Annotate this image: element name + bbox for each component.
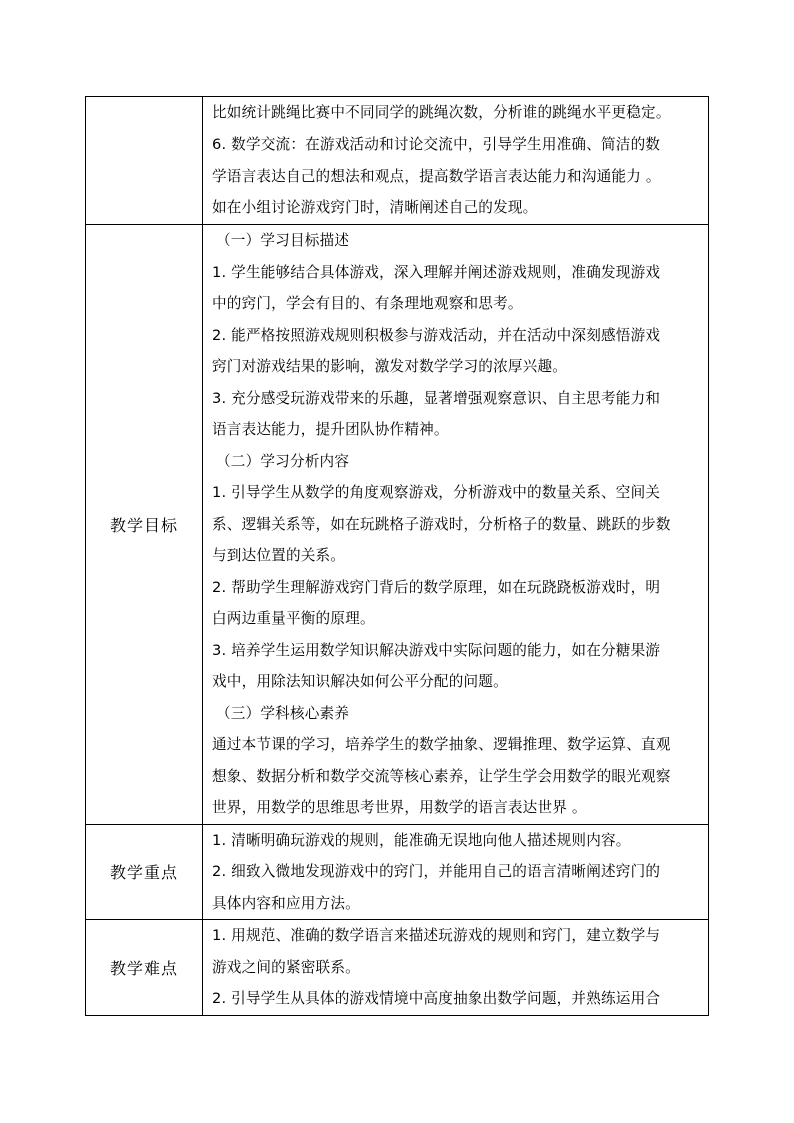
content-line: 与到达位置的关系。 bbox=[212, 547, 346, 565]
content-line: 学语言表达自己的想法和观点，提高数学语言表达能力和沟通能力 。 bbox=[212, 167, 661, 185]
content-line: 中的窍门，学会有目的、有条理地观察和思考。 bbox=[212, 295, 523, 313]
table-row bbox=[86, 97, 709, 225]
table-row bbox=[86, 920, 709, 1016]
row-label bbox=[86, 97, 203, 225]
content-line: 2. 帮助学生理解游戏窍门背后的数学原理，如在玩跷跷板游戏时，明 bbox=[212, 578, 661, 596]
content-line: 1. 引导学生从数学的角度观察游戏，分析游戏中的数量关系、空间关 bbox=[212, 484, 661, 502]
content-line: 语言表达能力，提升团队协作精神。 bbox=[212, 421, 449, 439]
row-content bbox=[203, 97, 709, 225]
row-label-key-points: 教学重点 bbox=[86, 824, 203, 920]
content-line: 游戏之间的紧密联系。 bbox=[212, 958, 360, 976]
section-heading: （二）学习分析内容 bbox=[216, 452, 350, 470]
content-line: 6. 数学交流：在游戏活动和讨论交流中，引导学生用准确、简洁的数 bbox=[212, 135, 661, 153]
lesson-plan-table bbox=[85, 96, 709, 1016]
content-line: 世界，用数学的思维思考世界，用数学的语言表达世界 。 bbox=[212, 799, 587, 817]
content-line: 想象、数据分析和数学交流等核心素养，让学生学会用数学的眼光观察 bbox=[212, 767, 671, 785]
row-label-teaching-goals: 教学目标 bbox=[86, 225, 203, 825]
content-line: 具体内容和应用方法。 bbox=[212, 894, 360, 912]
content-line: 2. 能严格按照游戏规则积极参与游戏活动，并在活动中深刻感悟游戏 bbox=[212, 326, 661, 344]
content-line: 3. 充分感受玩游戏带来的乐趣，显著增强观察意识、自主思考能力和 bbox=[212, 389, 661, 407]
section-heading: （一）学习目标描述 bbox=[216, 232, 350, 250]
content-line: 1. 用规范、准确的数学语言来描述玩游戏的规则和窍门，建立数学与 bbox=[212, 927, 661, 945]
row-content bbox=[203, 225, 709, 825]
content-line: 戏中，用除法知识解决如何公平分配的问题。 bbox=[212, 673, 508, 691]
table-row bbox=[86, 225, 709, 825]
content-line: 通过本节课的学习，培养学生的数学抽象、逻辑推理、数学运算、直观 bbox=[212, 736, 671, 754]
content-line: 3. 培养学生运用数学知识解决游戏中实际问题的能力，如在分糖果游 bbox=[212, 641, 661, 659]
content-line: 1. 学生能够结合具体游戏，深入理解并阐述游戏规则，准确发现游戏 bbox=[212, 263, 661, 281]
section-heading: （三）学科核心素养 bbox=[216, 704, 350, 722]
row-label-difficulties: 教学难点 bbox=[86, 920, 203, 1016]
content-line: 2. 细致入微地发现游戏中的窍门，并能用自己的语言清晰阐述窍门的 bbox=[212, 863, 661, 881]
row-content bbox=[203, 824, 709, 920]
content-line: 1. 清晰明确玩游戏的规则，能准确无误地向他人描述规则内容。 bbox=[212, 831, 631, 849]
row-content bbox=[203, 920, 709, 1016]
content-line: 窍门对游戏结果的影响，激发对数学学习的浓厚兴趣。 bbox=[212, 358, 568, 376]
content-line: 白两边重量平衡的原理。 bbox=[212, 610, 375, 628]
table-row bbox=[86, 824, 709, 920]
content-line: 如在小组讨论游戏窍门时，清晰阐述自己的发现。 bbox=[212, 199, 538, 217]
content-line: 比如统计跳绳比赛中不同同学的跳绳次数，分析谁的跳绳水平更稳定。 bbox=[212, 104, 671, 121]
content-line: 系、逻辑关系等，如在玩跳格子游戏时，分析格子的数量、跳跃的步数 bbox=[212, 515, 671, 533]
content-line: 2. 引导学生从具体的游戏情境中高度抽象出数学问题，并熟练运用合 bbox=[212, 990, 661, 1008]
